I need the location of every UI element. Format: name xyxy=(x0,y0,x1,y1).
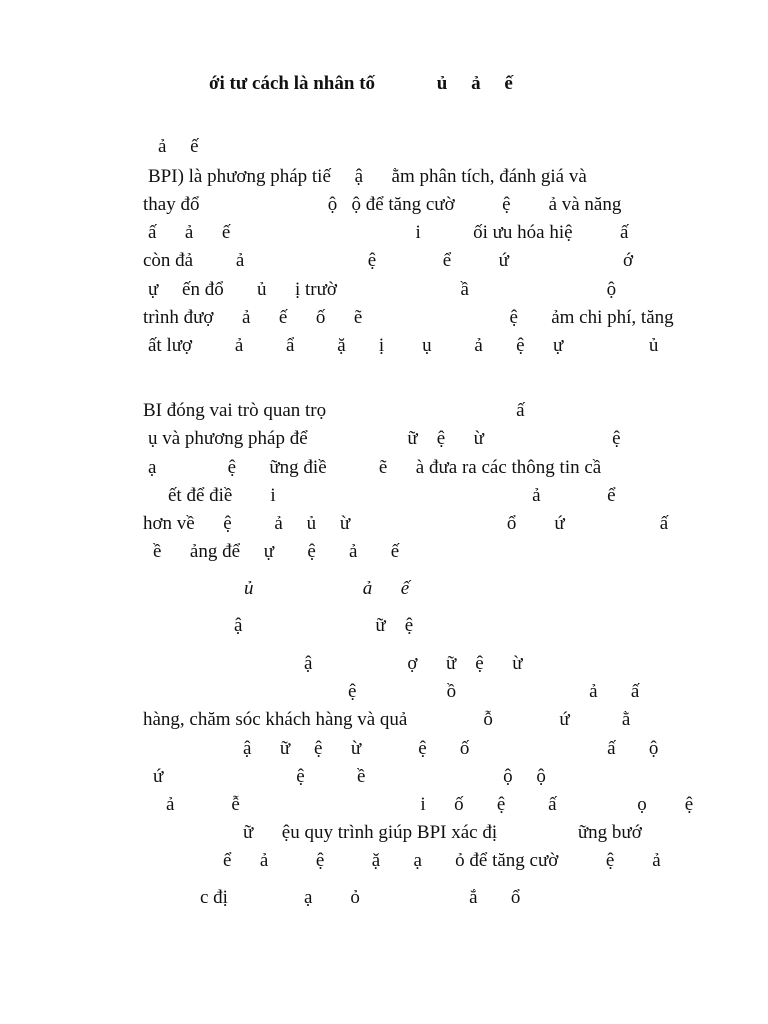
text-line: còn đả ả ệ ể ứ ớ xyxy=(143,250,634,271)
text-line: ữ ệu quy trình giúp BPI xác đị ững bướ xyxy=(243,822,642,843)
text-line: BPI) là phương pháp tiế ậ ằm phân tích, đánh giá và xyxy=(148,166,587,187)
text-line: ề ảng để ự ệ ả ế xyxy=(153,541,400,562)
text-line: ất lượ ả ẩ ặ ị ụ ả ệ ự ủ xyxy=(148,335,659,356)
text-line: trình đượ ả ế ố ẽ ệ ảm chi phí, tăng xyxy=(143,307,674,328)
text-line: ết để điề i ả ể xyxy=(168,485,616,506)
text-line: ạ ệ ững điề ẽ à đưa ra các thông tin cầ xyxy=(148,457,602,478)
document-title: ới tư cách là nhân tố ủ ả ế xyxy=(209,73,513,94)
text-line: ụ và phương pháp để ữ ệ ừ ệ xyxy=(148,428,621,449)
text-line: hơn về ệ ả ủ ừ ổ ứ ấ xyxy=(143,513,669,534)
text-line: ấ ả ế i ối ưu hóa hiệ ấ xyxy=(148,222,629,243)
text-line: hàng, chăm sóc khách hàng và quả ỗ ứ ằ xyxy=(143,709,631,730)
text-line: c đị ạ ỏ ắ ổ xyxy=(200,887,521,908)
text-line: ậ ợ ữ ệ ừ xyxy=(304,653,523,674)
text-line: ự ến đổ ủ ị trườ ầ ộ xyxy=(148,279,617,300)
text-line: thay đổ ộ ộ để tăng cườ ệ ả và năng xyxy=(143,194,622,215)
text-line: ể ả ệ ặ ạ ỏ để tăng cườ ệ ả xyxy=(223,850,661,871)
text-line: ệ ồ ả ấ xyxy=(348,681,640,702)
text-line: ậ ữ ệ ừ ệ ố ấ ộ xyxy=(243,738,659,759)
text-line: ả ế xyxy=(158,136,199,157)
text-line: BI đóng vai trò quan trọ ấ xyxy=(143,400,525,421)
section-heading: ủ ả ế xyxy=(244,578,410,599)
text-line: ứ ệ ề ộ ộ xyxy=(153,766,546,787)
text-line: ả ễ i ố ệ ấ ọ ệ xyxy=(166,794,694,815)
text-line: ậ ữ ệ xyxy=(234,615,414,636)
